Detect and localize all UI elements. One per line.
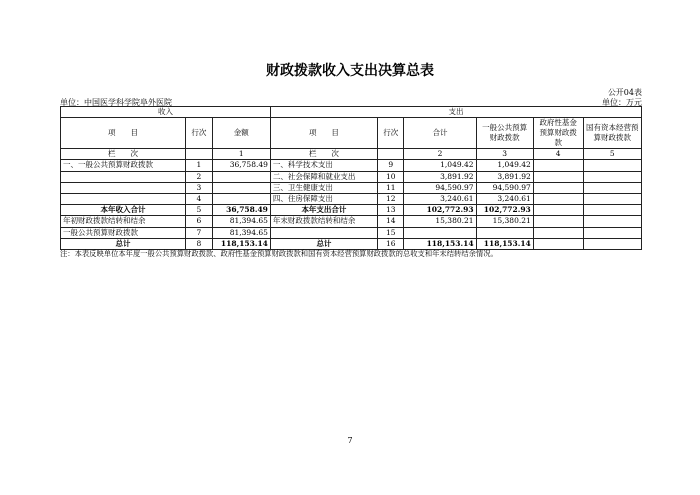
summary-table [60, 106, 642, 250]
income-amount: 118,153.14 [212, 238, 270, 249]
income-row-no: 8 [186, 238, 213, 249]
income-item: 总计 [61, 238, 186, 249]
expense-general [476, 227, 533, 238]
expense-row-no: 13 [377, 205, 404, 216]
expense-total: 102,772.93 [404, 205, 476, 216]
expense-total: 15,380.21 [404, 216, 476, 227]
footnote: 注：本表反映单位本年度一般公共预算财政拨款、政府性基金预算财政拨款和国有资本经营预算财政拨款的总收支和年末结转结余情况。 [60, 249, 498, 258]
income-item [61, 193, 186, 204]
expense-item: 四、住房保障支出 [270, 193, 377, 204]
income-item: 一、一般公共预算财政拨款 [61, 160, 186, 171]
header-total: 合计 [404, 118, 476, 149]
income-amount: 81,394.65 [212, 216, 270, 227]
column-4: 4 [533, 149, 583, 160]
income-row-no: 2 [186, 171, 213, 182]
column-5: 5 [583, 149, 641, 160]
column-1: 1 [212, 149, 270, 160]
table-row [61, 227, 642, 238]
income-amount [212, 193, 270, 204]
header-state-capital: 国有资本经营预算财政拨款 [583, 118, 641, 149]
table-row [61, 216, 642, 227]
expense-row-no: 9 [377, 160, 404, 171]
header-expense-row-no: 行次 [377, 118, 404, 149]
header-expense: 支出 [270, 107, 641, 118]
income-item: 一般公共预算财政拨款 [61, 227, 186, 238]
table-row-subtotal [61, 205, 642, 216]
column-3: 3 [476, 149, 533, 160]
expense-total: 1,049.42 [404, 160, 476, 171]
income-row-no: 5 [186, 205, 213, 216]
expense-item: 一、科学技术支出 [270, 160, 377, 171]
expense-general: 3,891.92 [476, 171, 533, 182]
header-gov-fund: 政府性基金预算财政拨款 [533, 118, 583, 149]
income-item [61, 182, 186, 193]
header-amount: 金额 [212, 118, 270, 149]
income-amount: 36,758.49 [212, 160, 270, 171]
header-general-budget: 一般公共预算财政拨款 [476, 118, 533, 149]
header-expense-item: 项 目 [270, 118, 377, 149]
expense-row-no: 11 [377, 182, 404, 193]
table-row [61, 171, 642, 182]
income-item: 本年收入合计 [61, 205, 186, 216]
income-item [61, 171, 186, 182]
header-income: 收入 [61, 107, 271, 118]
expense-row-no: 12 [377, 193, 404, 204]
unit-name: 单位：中国医学科学院阜外医院 [60, 98, 172, 107]
income-row-no: 6 [186, 216, 213, 227]
expense-general: 1,049.42 [476, 160, 533, 171]
table-row [61, 193, 642, 204]
expense-item [270, 227, 377, 238]
income-amount: 81,394.65 [212, 227, 270, 238]
table-row [61, 182, 642, 193]
expense-total: 3,240.61 [404, 193, 476, 204]
header-income-item: 项 目 [61, 118, 186, 149]
page-number: 7 [347, 436, 353, 445]
expense-item: 二、社会保障和就业支出 [270, 171, 377, 182]
income-amount [212, 171, 270, 182]
expense-general: 3,240.61 [476, 193, 533, 204]
column-label-expense: 栏 次 [270, 149, 377, 160]
column-label-income: 栏 次 [61, 149, 186, 160]
unit-measure: 单位：万元 [602, 98, 642, 107]
expense-row-no: 10 [377, 171, 404, 182]
form-number: 公开04表 [607, 88, 642, 97]
expense-general: 118,153.14 [476, 238, 533, 249]
header-row-1 [61, 107, 642, 118]
table-row-grand-total [61, 238, 642, 249]
column-index-row [61, 149, 642, 160]
expense-item: 总计 [270, 238, 377, 249]
expense-row-no: 16 [377, 238, 404, 249]
expense-row-no: 14 [377, 216, 404, 227]
header-row-2 [61, 118, 642, 149]
expense-item: 本年支出合计 [270, 205, 377, 216]
income-row-no: 1 [186, 160, 213, 171]
page-title: 财政拨款收入支出决算总表 [266, 63, 434, 79]
table-row [61, 160, 642, 171]
expense-general: 102,772.93 [476, 205, 533, 216]
income-item: 年初财政拨款结转和结余 [61, 216, 186, 227]
expense-total [404, 227, 476, 238]
income-row-no: 4 [186, 193, 213, 204]
expense-item: 三、卫生健康支出 [270, 182, 377, 193]
expense-total: 94,590.97 [404, 182, 476, 193]
expense-total: 118,153.14 [404, 238, 476, 249]
expense-total: 3,891.92 [404, 171, 476, 182]
expense-row-no: 15 [377, 227, 404, 238]
expense-item: 年末财政拨款结转和结余 [270, 216, 377, 227]
column-2: 2 [404, 149, 476, 160]
income-amount [212, 182, 270, 193]
expense-general: 94,590.97 [476, 182, 533, 193]
income-amount: 36,758.49 [212, 205, 270, 216]
expense-general: 15,380.21 [476, 216, 533, 227]
income-row-no: 3 [186, 182, 213, 193]
header-income-row-no: 行次 [186, 118, 213, 149]
income-row-no: 7 [186, 227, 213, 238]
